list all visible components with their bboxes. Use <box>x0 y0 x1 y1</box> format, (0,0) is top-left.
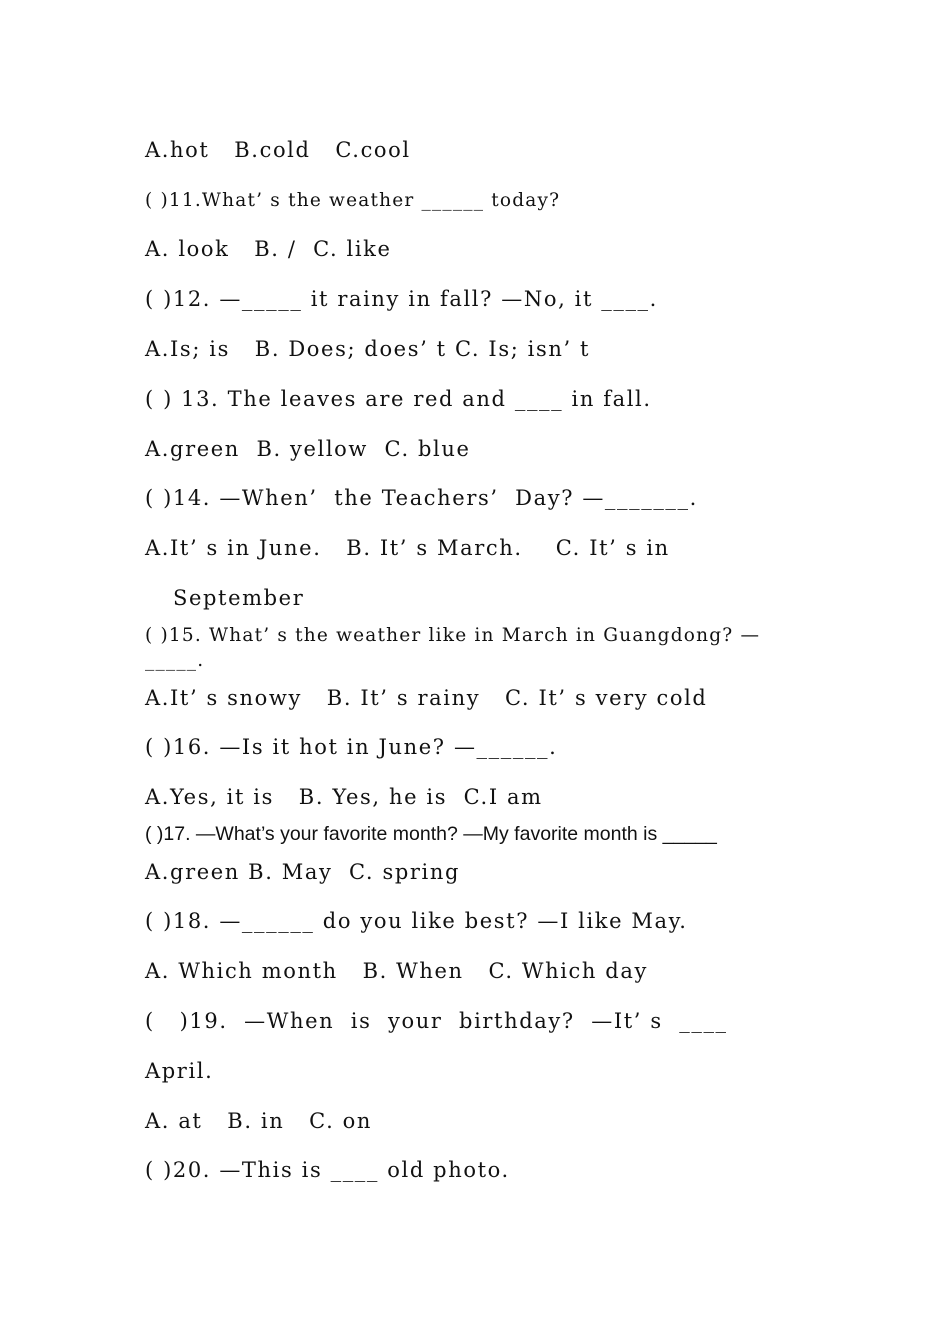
q15-question-continued: _____. <box>145 650 205 671</box>
q11-options: A. look B. / C. like <box>145 237 392 261</box>
q20-question: ( )20. —This is ____ old photo. <box>145 1158 510 1182</box>
q14-question: ( )14. —When’ the Teachers’ Day? —_______. <box>145 486 698 510</box>
q10-options: A.hot B.cold C.cool <box>145 138 411 162</box>
q13-question: ( ) 13. The leaves are red and ____ in fall. <box>145 387 652 411</box>
q12-question: ( )12. —_____ it rainy in fall? —No, it ____. <box>145 287 658 311</box>
q11-question: ( )11.What’ s the weather ______ today? <box>145 190 561 211</box>
q14-options-continued: September <box>173 586 305 610</box>
q13-options: A.green B. yellow C. blue <box>145 437 471 461</box>
q12-options: A.Is; is B. Does; does’ t C. Is; isn’ t <box>145 337 591 361</box>
q15-question: ( )15. What’ s the weather like in March in Guangdong? — <box>145 625 761 646</box>
q19-options: A. at B. in C. on <box>145 1109 372 1133</box>
q16-question: ( )16. —Is it hot in June? —______. <box>145 735 558 759</box>
q15-options: A.It’ s snowy B. It’ s rainy C. It’ s very cold <box>145 686 708 710</box>
q17-options: A.green B. May C. spring <box>145 860 461 884</box>
q16-options: A.Yes, it is B. Yes, he is C.I am <box>145 785 543 809</box>
q18-question: ( )18. —______ do you like best? —I like May. <box>145 909 688 933</box>
q19-question-continued: April. <box>145 1059 214 1083</box>
q19-question: ( )19. —When is your birthday? —It’ s ____ <box>145 1009 728 1033</box>
q14-options: A.It’ s in June. B. It’ s March. C. It’ s in <box>145 536 670 560</box>
q18-options: A. Which month B. When C. Which day <box>145 959 648 983</box>
q17-question: ( )17. —What’s your favorite month? —My favorite month is _____ <box>145 823 717 845</box>
